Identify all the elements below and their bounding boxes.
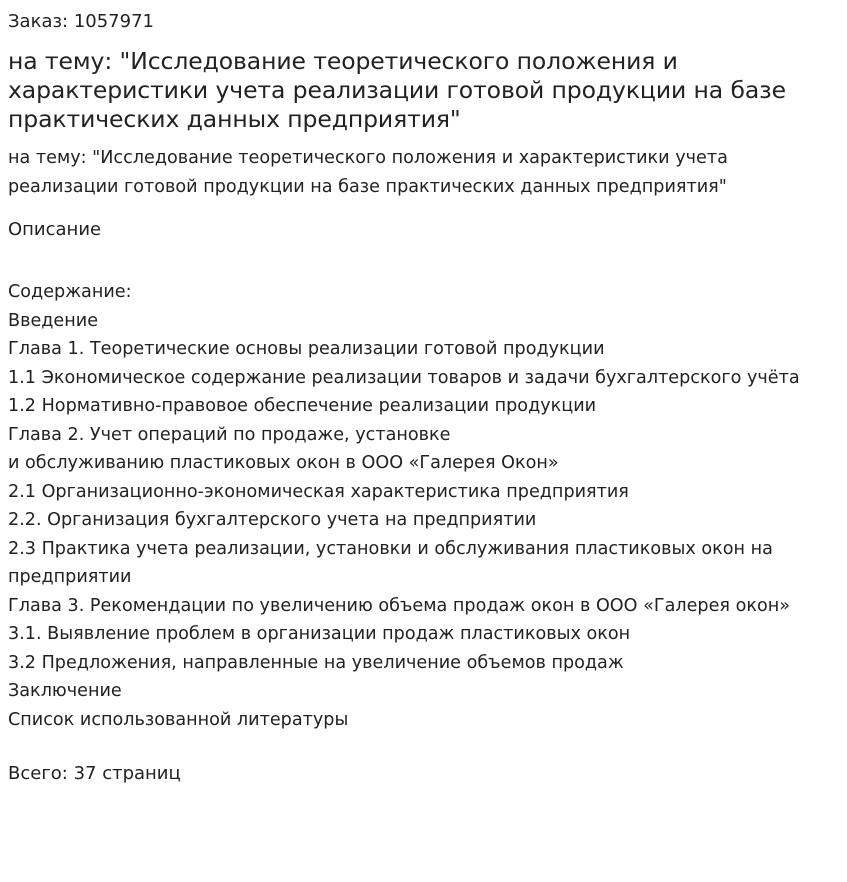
contents-line: 3.1. Выявление проблем в организации продаж пластиковых окон	[8, 624, 631, 644]
contents-line: 3.2 Предложения, направленные на увеличение объемов продаж	[8, 652, 624, 673]
total-pages: Всего: 37 страниц	[8, 763, 181, 784]
document-title: на тему: "Исследование теоретического положения и характеристики учета реализации готовой продукции на базе практических данных предприятия"	[8, 47, 786, 133]
contents-line: 1.2 Нормативно-правовое обеспечение реализации продукции	[8, 396, 597, 416]
description-label: Описание	[8, 219, 102, 240]
contents-line: 2.2. Организация бухгалтерского учета на предприятии	[8, 510, 537, 530]
order-number: Заказ: 1057971	[8, 11, 154, 32]
contents-line: 2.3 Практика учета реализации, установки и обслуживания пластиковых окон на предприятии	[8, 538, 773, 587]
contents-line: 1.1 Экономическое содержание реализации товаров и задачи бухгалтерского учёта	[8, 367, 800, 388]
document-subtitle: на тему: "Исследование теоретического положения и характеристики учета реализации готовой продукции на базе практических данных предприятия"	[8, 148, 728, 197]
contents-line: 2.1 Организационно-экономическая характеристика предприятия	[8, 481, 629, 502]
contents-line: Глава 2. Учет операций по продаже, установке	[8, 424, 451, 445]
table-of-contents	[8, 278, 839, 734]
contents-line: Содержание:	[8, 282, 132, 302]
contents-line: Список использованной литературы	[8, 709, 349, 730]
contents-line: и обслуживанию пластиковых окон в ООО «Галерея Окон»	[8, 453, 559, 473]
contents-line: Глава 3. Рекомендации по увеличению объема продаж окон в ООО «Галерея окон»	[8, 595, 791, 616]
contents-line: Введение	[8, 310, 99, 331]
contents-line: Глава 1. Теоретические основы реализации готовой продукции	[8, 339, 605, 359]
contents-line: Заключение	[8, 681, 122, 701]
